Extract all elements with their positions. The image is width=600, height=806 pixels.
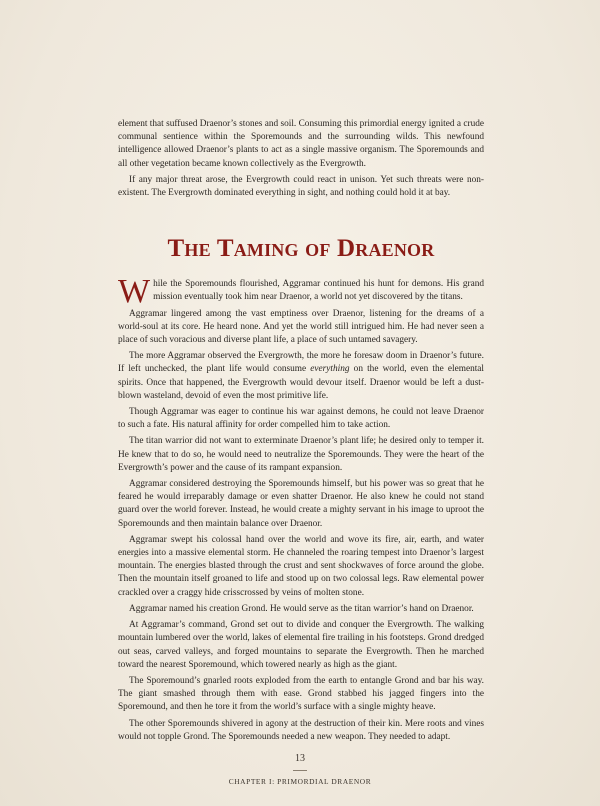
footer-divider <box>293 770 307 771</box>
body-paragraph: The other Sporemounds shivered in agony at the destruction of their kin. Mere roots and vines would not topple Grond. The Sporemounds needed a new weapon. They needed to adapt. <box>118 718 484 742</box>
chapter-title: The Taming of Draenor <box>167 235 435 263</box>
paragraph-text: on the world, even the elemental spirits. Once that happened, the Evergrowth would devour itself. Draenor would be left a dust-blown wasteland, devoid of even the most primitive life. <box>118 364 485 401</box>
body-paragraph: The Sporemound’s gnarled roots exploded from the earth to entangle Grond and bar his way. The giant smashed through them with ease. Grond stabbed his jagged fingers into the Sporemound, and then he tore it from the world’s surface with a single mighty heave. <box>118 675 484 713</box>
page-number: 13 <box>295 753 305 764</box>
drop-cap: W <box>118 273 151 311</box>
body-paragraph: Aggramar considered destroying the Sporemounds himself, but his power was so great that he feared he would irreparably damage or even shatter Draenor. He also knew he could not stand guard over the world forever. Instead, he would create a mighty servant in his image to uproot the Sporemounds and then maintain balance over Draenor. <box>118 479 484 529</box>
body-paragraph <box>118 350 484 403</box>
body-paragraph: Though Aggramar was eager to continue his war against demons, he could not leave Draenor to such a fate. His natural affinity for order compelled him to take action. <box>118 407 484 431</box>
intro-paragraph: element that suffused Draenor’s stones and soil. Consuming this primordial energy ignited a crude communal sentience within the Sporemounds and the surrounding wilds. This newfound intelligence allowed Draenor’s plants to act as a single massive organism. The Sporemounds and all other vegetation became known collectively as the Evergrowth. <box>118 119 484 169</box>
page-body <box>118 118 484 747</box>
page-footer <box>0 753 600 786</box>
paragraph-text: The more Aggramar observed the Evergrowth, the more he foresaw doom in Draenor’s future. If left unchecked, the plant life would consume <box>118 351 484 375</box>
opening-paragraph <box>118 273 484 311</box>
intro-paragraph: If any major threat arose, the Evergrowth could react in unison. Yet such threats were non-existent. The Evergrowth dominated everything in sight, and nothing could hold it at bay. <box>118 174 484 199</box>
body-paragraph: At Aggramar’s command, Grond set out to divide and conquer the Evergrowth. The walking mountain lumbered over the world, lakes of elemental fire trailing in his footsteps. Grond dredged out seas, carved valleys, and forged mountains to separate the Evergrowth. Then he marched toward the nearest Sporemound, which towered nearly as high as the giant. <box>118 620 484 670</box>
body-paragraph: The titan warrior did not want to exterminate Draenor’s plant life; he desired only to temper it. He knew that to do so, he would need to neutralize the Sporemounds. They were the heart of the Evergrowth’s power and the cause of its rampant expansion. <box>118 436 484 473</box>
chapter-label: CHAPTER I: PRIMORDIAL DRAENOR <box>228 777 372 786</box>
emphasis-text: everything <box>310 364 350 375</box>
opening-paragraph-text: hile the Sporemounds flourished, Aggramar continued his hunt for demons. His grand mission eventually took him near Draenor, a world not yet discovered by the titans. <box>153 279 484 303</box>
body-paragraph: Aggramar named his creation Grond. He would serve as the titan warrior’s hand on Draenor. <box>129 603 474 614</box>
body-paragraph: Aggramar swept his colossal hand over the world and wove its fire, air, earth, and water energies into a massive elemental storm. He channeled the roaring tempest into Draenor’s largest mountain. The energies blasted through the crust and sent shockwaves of force around the globe. Then the mountain itself groaned to life and stood up on two colossal legs. Raw elemental power crackled over a craggy hide crisscrossed by veins of molten stone. <box>118 534 484 598</box>
body-paragraph: Aggramar lingered among the vast emptiness over Draenor, listening for the dreams of a world-soul at its core. He heard none. And yet the world still intrigued him. He had never seen a place of such voracious and diverse plant life, a place of such untamed savagery. <box>118 308 484 346</box>
